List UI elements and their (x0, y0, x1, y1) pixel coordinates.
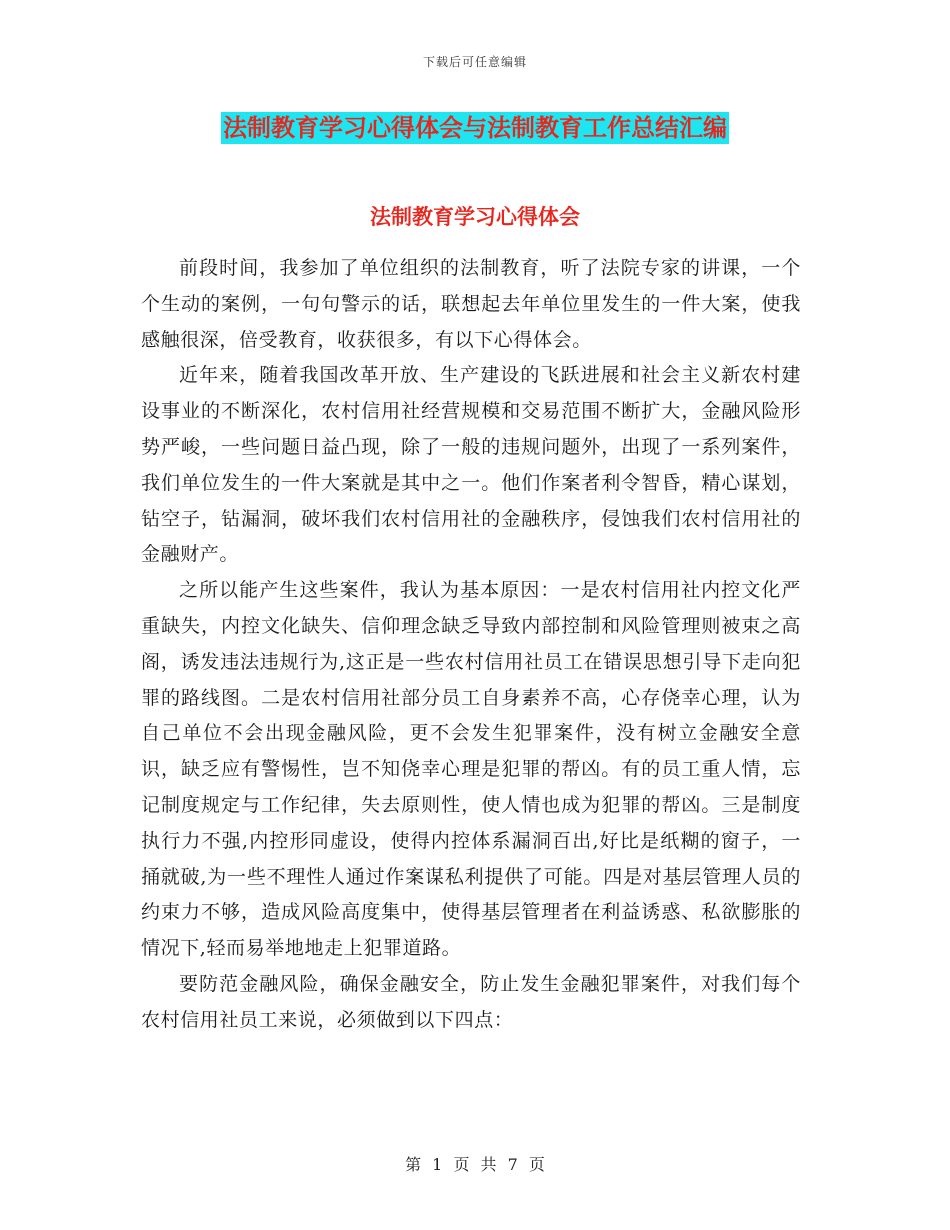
download-note: 下载后可任意编辑 (422, 55, 527, 69)
paragraph-4: 要防范金融风险，确保金融安全，防止发生金融犯罪案件，对我们每个农村信用社员工来说，必须做到以下四点： (141, 972, 801, 1031)
section-title: 法制教育学习心得体会 (370, 205, 580, 229)
paragraph-2: 近年来，随着我国改革开放、生产建设的飞跃进展和社会主义新农村建设事业的不断深化，农村信用社经营规模和交易范围不断扩大，金融风险形势严峻，一些问题日益凸现，除了一般的违规问题外，出现了一系列案件，我们单位发生的一件大案就是其中之一。他们作案者利令智昏，精心谋划，钻空子，钻漏洞，破坏我们农村信用社的金融秩序，侵蚀我们农村信用社的金融财产。 (141, 364, 801, 566)
page-number: 第 1 页 共 7 页 (405, 1155, 545, 1174)
main-title-container (0, 112, 950, 144)
main-title: 法制教育学习心得体会与法制教育工作总结汇编 (223, 114, 727, 142)
paragraph-3: 之所以能产生这些案件，我认为基本原因：一是农村信用社内控文化严重缺失，内控文化缺失、信仰理念缺乏导致内部控制和风险管理则被束之高阁，诱发违法违规行为,这正是一些农村信用社员工在错误思想引导下走向犯罪的路线图。二是农村信用社部分员工自身素养不高，心存侥幸心理，认为自己单位不会出现金融风险，更不会发生犯罪案件，没有树立金融安全意识，缺乏应有警惕性，岂不知侥幸心理是犯罪的帮凶。有的员工重人情，忘记制度规定与工作纪律，失去原则性，使人情也成为犯罪的帮凶。三是制度执行力不强,内控形同虚设，使得内控体系漏洞百出,好比是纸糊的窗子，一捅就破,为一些不理性人通过作案谋私利提供了可能。四是对基层管理人员的约束力不够，造成风险高度集中，使得基层管理者在利益诱惑、私欲膨胀的情况下,轻而易举地地走上犯罪道路。 (141, 579, 801, 960)
document-body (141, 221, 801, 1039)
paragraph-1: 前段时间，我参加了单位组织的法制教育，听了法院专家的讲课，一个个生动的案例，一句句警示的话，联想起去年单位里发生的一件大案，使我感触很深，倍受教育，收获很多，有以下心得体会。 (141, 257, 801, 351)
